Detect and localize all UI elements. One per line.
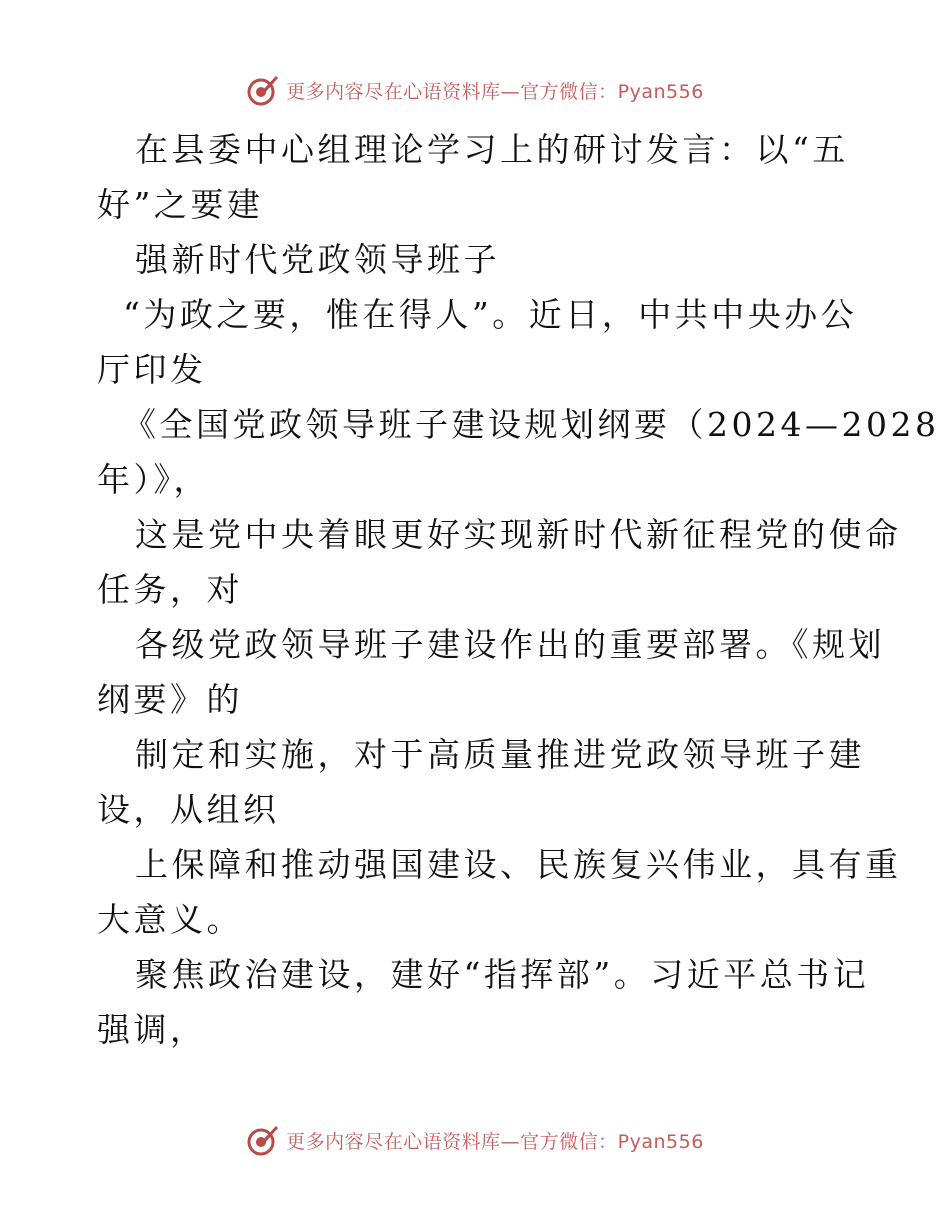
text-line: 上保障和推动强国建设、民族复兴伟业，具有重: [135, 845, 902, 884]
text-line: 强调，: [97, 1010, 207, 1049]
text-line: 这是党中央着眼更好实现新时代新征程党的使命: [135, 515, 902, 554]
quill-logo-icon: [246, 73, 280, 107]
text-line: 聚焦政治建设，建好“指挥部”。习近平总书记: [135, 955, 870, 994]
text-line: 年）》，: [97, 460, 210, 499]
text-line: 厅印发: [97, 350, 207, 389]
text-line: 好”之要建: [97, 185, 264, 224]
footer-banner: [0, 1120, 950, 1160]
text-line: 强新时代党政领导班子: [135, 240, 500, 279]
banner-text: 更多内容尽在心语资料库—官方微信：Pyan556: [286, 1130, 704, 1153]
text-line: 各级党政领导班子建设作出的重要部署。《规划: [135, 625, 885, 664]
text-line: “为政之要，惟在得人”。近日，中共中央办公: [123, 295, 858, 334]
text-line: 大意义。: [97, 900, 243, 939]
text-line: 在县委中心组理论学习上的研讨发言：以“五: [135, 130, 849, 169]
quill-logo-icon: [246, 1123, 280, 1157]
text-line: 纲要》的: [97, 680, 243, 719]
text-line: 设，从组织: [97, 790, 280, 829]
text-line: 制定和实施，对于高质量推进党政领导班子建: [135, 735, 865, 774]
text-line: 《全国党政领导班子建设规划纲要（2024—2028: [123, 405, 940, 444]
document-body: [97, 122, 940, 1057]
banner-text: 更多内容尽在心语资料库—官方微信：Pyan556: [286, 80, 704, 103]
header-banner: [0, 70, 950, 110]
text-line: 任务，对: [97, 570, 243, 609]
